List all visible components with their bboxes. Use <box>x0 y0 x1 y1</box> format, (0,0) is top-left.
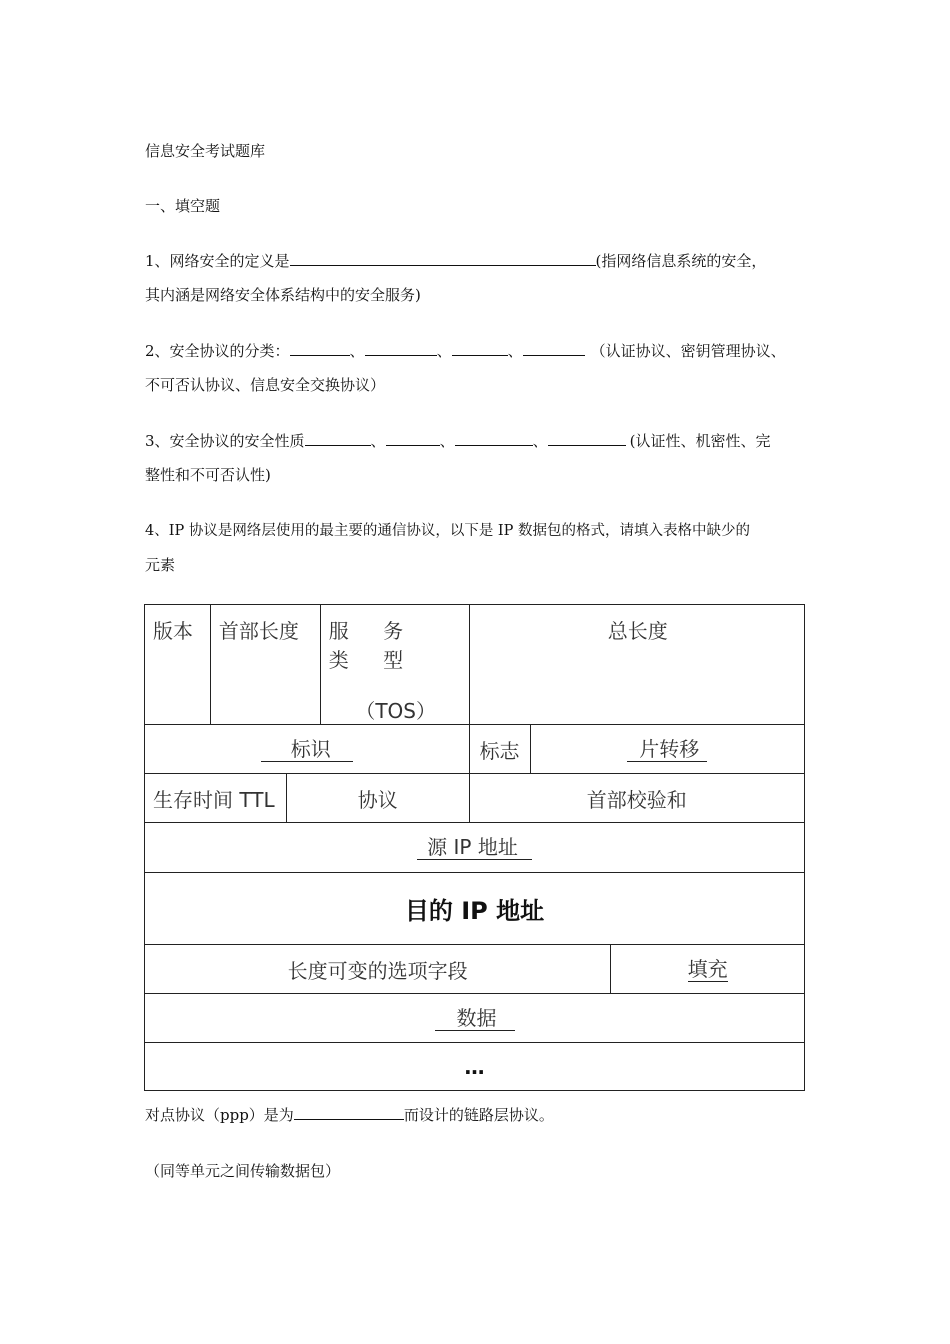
q1-hint-cont: 其内涵是网络安全体系结构中的安全服务) <box>145 286 421 304</box>
cell-header-checksum: 首部校验和 <box>469 774 804 823</box>
cell-source-ip <box>145 823 805 873</box>
q5-text-end: 而设计的链路层协议。 <box>403 1106 554 1124</box>
separator: 、 <box>532 432 548 450</box>
q3-hint-cont: 整性和不可否认性) <box>145 466 271 484</box>
question-1 <box>145 251 766 271</box>
data-text: 数据 <box>435 1006 515 1031</box>
cell-dest-ip: 目的 IP 地址 <box>145 873 805 945</box>
ip-packet-table <box>144 604 805 1091</box>
question-5 <box>145 1105 554 1125</box>
separator: 、 <box>349 342 365 360</box>
q3-blank-1[interactable] <box>305 431 371 446</box>
q2-hint: （认证协议、密钥管理协议、 <box>590 342 786 360</box>
q2-blank-1[interactable] <box>290 341 350 356</box>
cell-identification <box>145 725 470 774</box>
question-2 <box>145 341 786 361</box>
q2-blank-2[interactable] <box>365 341 437 356</box>
cell-padding <box>611 945 805 994</box>
q5-blank[interactable] <box>294 1105 404 1120</box>
q3-hint: (认证性、机密性、完 <box>629 432 771 450</box>
cell-protocol: 协议 <box>286 774 469 823</box>
separator: 、 <box>439 432 455 450</box>
q1-text: 1、网络安全的定义是 <box>145 252 290 270</box>
cell-flags: 标志 <box>469 725 530 774</box>
document-title: 信息安全考试题库 <box>145 142 266 160</box>
q3-blank-2[interactable] <box>386 431 440 446</box>
q2-blank-3[interactable] <box>452 341 508 356</box>
separator: 、 <box>507 342 523 360</box>
q3-text: 3、安全协议的安全性质 <box>145 432 305 450</box>
service-type-label: 服 务 类 型 <box>328 619 418 672</box>
cell-header-length: 首部长度 <box>210 605 320 725</box>
source-ip-text: 源 IP 地址 <box>417 835 532 860</box>
question-4: 4、IP 协议是网络层使用的最主要的通信协议，以下是 IP 数据包的格式，请填入表格中缺少的 <box>145 523 751 539</box>
cell-total-length: 总长度 <box>469 605 804 725</box>
cell-ellipsis: … <box>145 1043 805 1091</box>
q2-text: 2、安全协议的分类： <box>145 342 290 360</box>
separator: 、 <box>436 342 452 360</box>
section-heading: 一、填空题 <box>145 197 221 215</box>
q4-cont: 元素 <box>145 556 176 574</box>
cell-version: 版本 <box>145 605 211 725</box>
cell-data <box>145 994 805 1043</box>
q3-blank-4[interactable] <box>548 431 626 446</box>
identification-text: 标识 <box>261 737 353 762</box>
q1-hint: (指网络信息系统的安全， <box>595 252 767 270</box>
cell-fragment-offset <box>530 725 804 774</box>
q2-hint-cont: 不可否认协议、信息安全交换协议） <box>145 376 386 394</box>
cell-ttl: 生存时间 TTL <box>145 774 287 823</box>
cell-service-type <box>320 605 469 725</box>
padding-text: 填充 <box>687 956 728 981</box>
fragment-offset-text: 片转移 <box>627 737 707 762</box>
tos-label: （TOS） <box>355 699 436 723</box>
cell-options: 长度可变的选项字段 <box>145 945 611 994</box>
q5-answer: （同等单元之间传输数据包） <box>145 1162 341 1180</box>
q1-blank[interactable] <box>290 251 596 266</box>
q2-blank-4[interactable] <box>523 341 585 356</box>
separator: 、 <box>370 432 386 450</box>
question-3 <box>145 431 770 451</box>
q5-text: 对点协议（ppp）是为 <box>145 1106 294 1124</box>
q3-blank-3[interactable] <box>455 431 533 446</box>
